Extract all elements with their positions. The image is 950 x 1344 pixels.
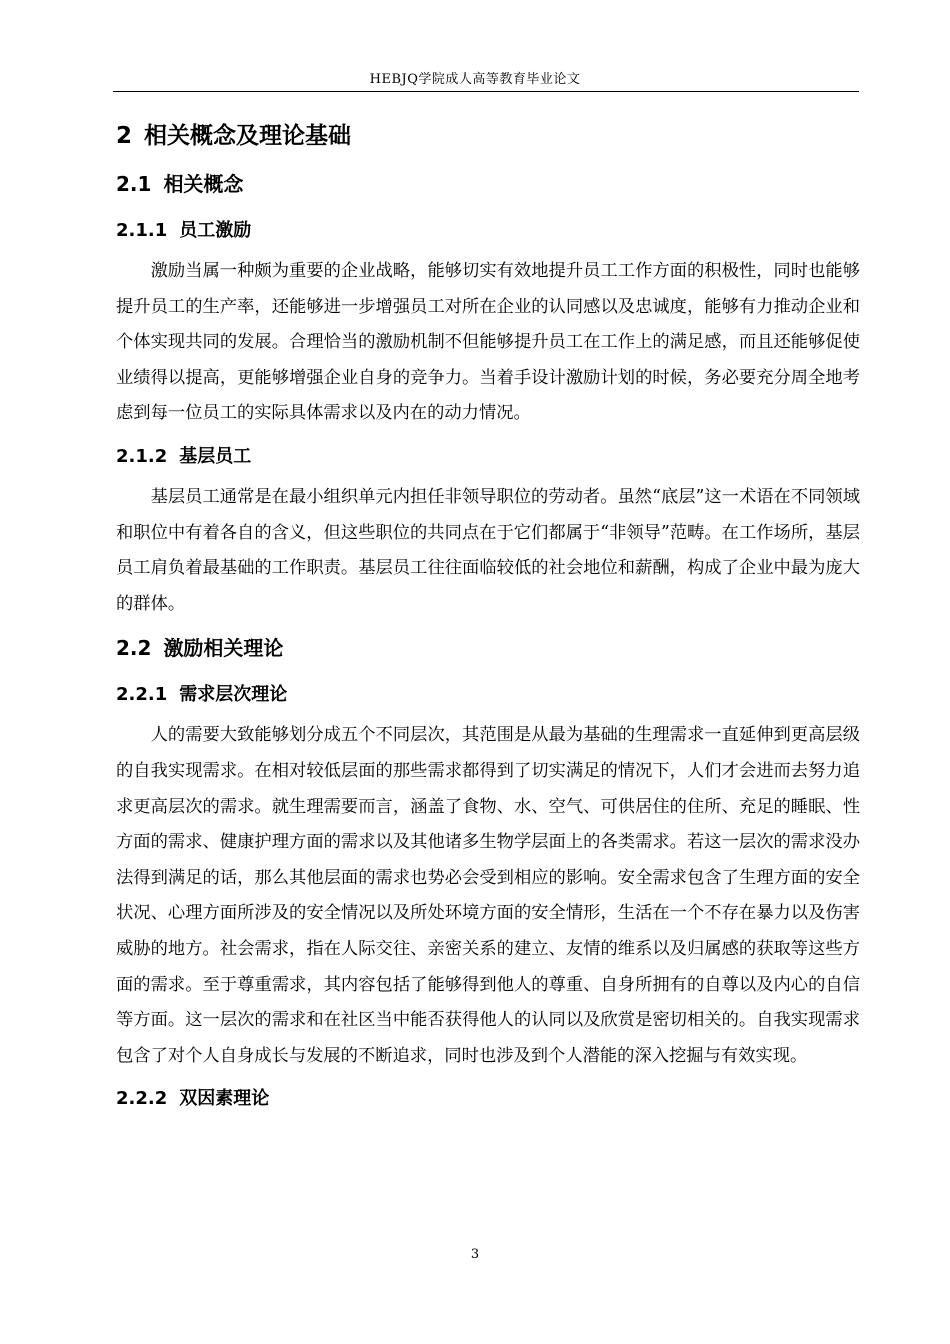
heading-2-2-2 (116, 1076, 860, 1122)
page-number: 3 (470, 1247, 480, 1262)
heading-number: 2.2.1 (116, 684, 168, 706)
heading-title: 相关概念及理论基础 (144, 123, 352, 149)
heading-title: 激励相关理论 (163, 636, 284, 661)
header-divider (113, 91, 859, 92)
heading-2 (116, 112, 860, 160)
heading-number: 2.1 (116, 172, 152, 196)
paragraph-employee-motivation: 激励当属一种颇为重要的企业战略，能够切实有效地提升员工工作方面的积极性，同时也能够提升员工的生产率，还能够进一步增强员工对所在企业的认同感以及忠诚度，能够有力推动企业和个体实现共同的发展。合理恰当的激励机制不但能够提升员工在工作上的满足感，而且还能够促使业绩得以提高，更能够增强企业自身的竞争力。当着手设计激励计划的时候，务必要充分周全地考虑到每一位员工的实际具体需求以及内在的动力情况。 (116, 261, 860, 424)
heading-2-2 (116, 624, 860, 672)
heading-number: 2.2 (116, 636, 152, 661)
page-body (116, 112, 860, 1122)
heading-number: 2.1.1 (116, 220, 168, 241)
heading-number: 2 (116, 123, 133, 149)
heading-number: 2.1.2 (116, 445, 168, 467)
heading-title: 员工激励 (179, 220, 252, 241)
heading-title: 需求层次理论 (179, 684, 288, 706)
paragraph-frontline-employees: 基层员工通常是在最小组织单元内担任非领导职位的劳动者。虽然“底层”这一术语在不同领域和职位中有着各自的含义，但这些职位的共同点在于它们都属于“非领导”范畴。在工作场所，基层员工肩负着最基础的工作职责。基层员工往往面临较低的社会地位和薪酬，构成了企业中最为庞大的群体。 (116, 486, 860, 614)
heading-2-1-2 (116, 434, 860, 480)
heading-2-2-1 (116, 672, 860, 718)
heading-title: 双因素理论 (179, 1088, 270, 1110)
heading-number: 2.2.2 (116, 1088, 168, 1110)
running-header: HEBJQ学院成人高等教育毕业论文 (369, 72, 581, 87)
heading-title: 相关概念 (163, 172, 244, 196)
paragraph-hierarchy-of-needs: 人的需要大致能够划分成五个不同层次，其范围是从最为基础的生理需求一直延伸到更高层级的自我实现需求。在相对较低层面的那些需求都得到了切实满足的情况下，人们才会进而去努力追求更高层次的需求。就生理需要而言，涵盖了食物、水、空气、可供居住的住所、充足的睡眠、性方面的需求、健康护理方面的需求以及其他诸多生物学层面上的各类需求。若这一层次的需求没办法得到满足的话，那么其他层面的需求也势必会受到相应的影响。安全需求包含了生理方面的安全状况、心理方面所涉及的安全情况以及所处环境方面的安全情形，生活在一个不存在暴力以及伤害威胁的地方。社会需求，指在人际交往、亲密关系的建立、友情的维系以及归属感的获取等这些方面的需求。至于尊重需求，其内容包括了能够得到他人的尊重、自身所拥有的自尊以及内心的自信等方面。这一层次的需求和在社区当中能否获得他人的认同以及欣赏是密切相关的。自我实现需求包含了对个人自身成长与发展的不断追求，同时也涉及到个人潜能的深入挖掘与有效实现。 (116, 725, 860, 1066)
heading-2-1 (116, 160, 860, 208)
heading-title: 基层员工 (179, 445, 252, 467)
heading-2-1-1 (116, 208, 860, 254)
